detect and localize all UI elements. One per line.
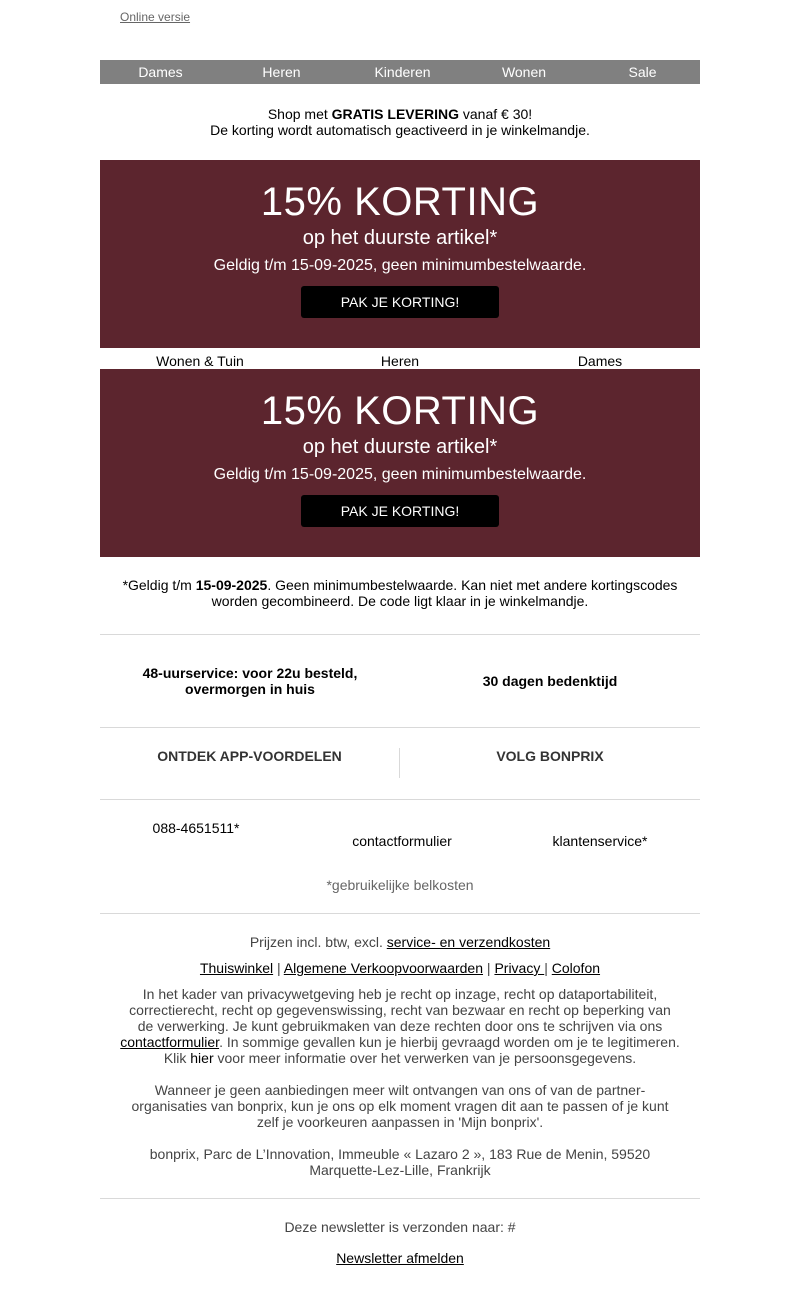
online-version-link[interactable]: Online versie [120,10,191,24]
separator: | [277,960,281,976]
privacy-part3: voor meer informatie over het verwerken van je persoonsgegevens. [213,1050,637,1066]
privacy-part2: . In sommige gevallen kun je hierbij gevraagd worden om je te legitimeren. Klik [163,1034,680,1066]
nav-item-wonen[interactable]: Wonen [501,64,547,80]
disclaimer-suffix: . Geen minimumbestelwaarde. Kan niet met andere kortingscodes worden gecombineerd. De code ligt klaar in je winkelmandje. [211,577,678,609]
terms-link[interactable]: Algemene Verkoopvoorwaarden [283,960,484,976]
shipping-prefix: Shop met [267,106,332,122]
divider [100,913,700,914]
divider [100,1198,700,1199]
divider [100,727,700,728]
customer-service-link[interactable]: klantenservice* [552,833,648,849]
usp-delivery-line2: overmorgen in huis [185,681,315,697]
separator: | [544,960,548,976]
category-links [100,353,700,369]
promo-validity: Geldig t/m 15-09-2025, geen minimumbestelwaarde. [213,466,587,483]
promo-subline: op het duurste artikel* [302,227,498,249]
contact-form-link[interactable]: contactformulier [352,833,452,849]
prices-prefix: Prijzen incl. btw, excl. [249,934,387,950]
promo-cta-button[interactable]: PAK JE KORTING! [301,286,499,318]
phone-link[interactable]: 088-4651511* [152,820,240,836]
category-dames[interactable]: Dames [577,353,623,369]
unsubscribe-text: Wanneer je geen aanbiedingen meer wilt ontvangen van ons of van de partner-organisaties van bonprix, kun je ons op elk moment vragen dit aan te passen of je kunt zelf je voorkeuren aanpassen in 'Mijn bonprix'. [131,1082,669,1130]
promo-cta-button[interactable]: PAK JE KORTING! [301,495,499,527]
usp-delivery [120,665,380,697]
app-benefits-link[interactable]: ONTDEK APP-VOORDELEN [157,748,342,764]
promo-banner-top[interactable] [100,160,700,348]
free-delivery-label: GRATIS LEVERING [331,106,459,122]
nav-item-kinderen[interactable]: Kinderen [374,64,431,80]
follow-bonprix-link[interactable]: VOLG BONPRIX [496,748,604,764]
main-nav [100,60,700,84]
nav-item-sale[interactable]: Sale [628,64,657,80]
privacy-part1: In het kader van privacywetgeving heb je recht op inzage, recht op dataportabiliteit, correctierecht, recht op gegevenswissing, recht van bezwaar en recht op beperking van de verwerking. Je kunt gebruikmaken van deze rechten door ons te schrijven via ons [129,986,671,1034]
call-cost-note: *gebruikelijke belkosten [326,877,474,893]
company-address: bonprix, Parc de L’Innovation, Immeuble « Lazaro 2 », 183 Rue de Menin, 59520 Marquette-Lez-Lille, Frankrijk [149,1146,651,1178]
shipping-info [100,106,700,138]
privacy-link[interactable]: Privacy [494,960,545,976]
promo-headline: 15% KORTING [260,180,540,224]
shipping-costs-link[interactable]: service- en verzendkosten [386,934,551,950]
divider [100,799,700,800]
privacy-here-link[interactable]: hier [190,1050,214,1066]
promo-banner-bottom[interactable] [100,369,700,557]
promo-validity: Geldig t/m 15-09-2025, geen minimumbestelwaarde. [213,257,587,274]
legal-links [120,960,680,976]
privacy-text [120,986,680,1066]
category-heren[interactable]: Heren [380,353,420,369]
newsletter-unsubscribe-link[interactable]: Newsletter afmelden [336,1250,464,1266]
thuiswinkel-link[interactable]: Thuiswinkel [199,960,274,976]
colofon-link[interactable]: Colofon [551,960,601,976]
nav-item-dames[interactable]: Dames [138,64,183,80]
shipping-suffix: vanaf € 30! [458,106,533,122]
privacy-contact-form-link[interactable]: contactformulier [120,1034,220,1050]
promo-disclaimer [110,577,690,609]
sent-to-note: Deze newsletter is verzonden naar: # [284,1219,516,1235]
divider [100,634,700,635]
auto-discount-note: De korting wordt automatisch geactiveerd in je winkelmandje. [210,122,590,138]
disclaimer-prefix: *Geldig t/m [122,577,196,593]
promo-headline: 15% KORTING [260,389,540,433]
prices-note [120,934,680,950]
usp-delivery-line1: 48-uurservice: voor 22u besteld, [142,665,358,681]
disclaimer-date: 15-09-2025 [195,577,268,593]
nav-item-heren[interactable]: Heren [262,64,301,80]
unsubscribe-row [120,1250,680,1266]
category-wonen-tuin[interactable]: Wonen & Tuin [156,353,244,369]
usp-return: 30 dagen bedenktijd [482,673,618,689]
promo-subline: op het duurste artikel* [302,436,498,458]
separator: | [486,960,491,976]
